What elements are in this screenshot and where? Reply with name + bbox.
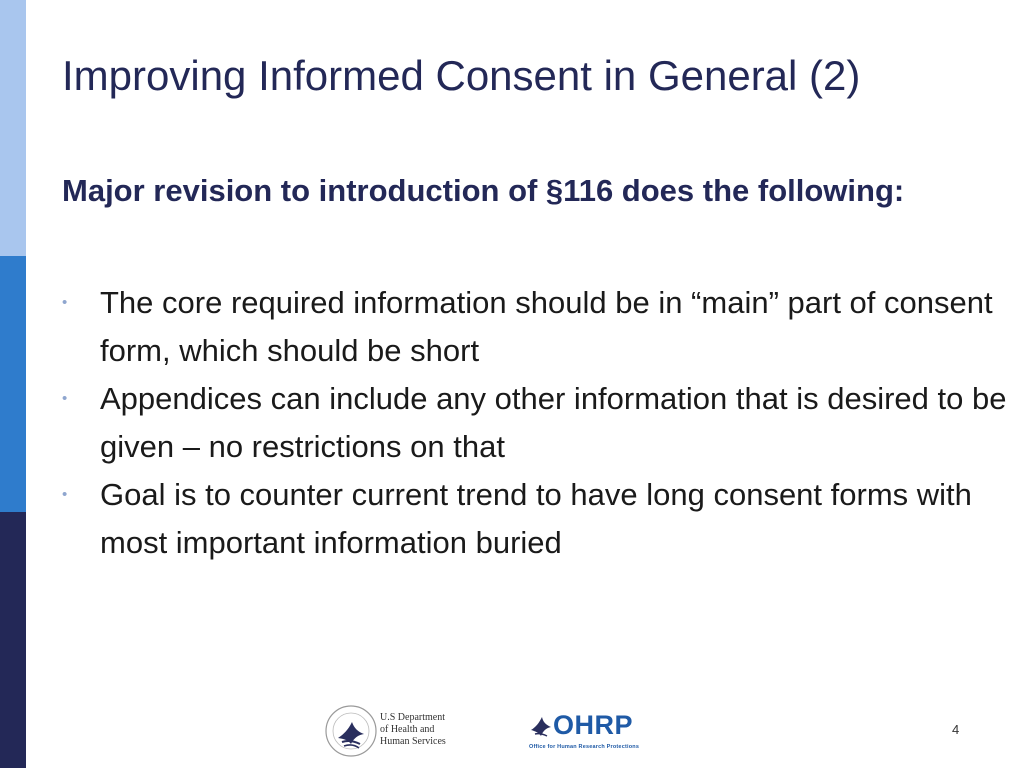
slide-subtitle: Major revision to introduction of §116 does the following:	[62, 173, 905, 208]
bullet-list	[62, 279, 1007, 567]
slide-title: Improving Informed Consent in General (2)	[62, 52, 861, 99]
accent-bar-bottom	[0, 512, 26, 768]
bullet-item	[62, 279, 1007, 375]
bullet-marker: •	[62, 294, 68, 311]
page-number: 4	[952, 722, 960, 737]
bullet-item	[62, 471, 1007, 567]
hhs-line: of Health and	[380, 724, 435, 735]
bullet-item	[62, 375, 1007, 471]
ohrp-subtitle: Office for Human Research Protections	[529, 744, 640, 750]
accent-bar-middle	[0, 256, 26, 512]
ohrp-eagle-icon	[529, 712, 555, 740]
hhs-line: Human Services	[380, 736, 446, 747]
bullet-marker: •	[62, 390, 68, 407]
ohrp-wordmark: OHRP	[553, 710, 634, 740]
hhs-eagle-seal-icon	[324, 704, 378, 758]
hhs-wordmark	[380, 712, 470, 748]
bullet-text: Appendices can include any other information that is desired to be given – no restrictions on that	[100, 381, 1007, 464]
bullet-text: The core required information should be in “main” part of consent form, which should be short	[100, 285, 993, 368]
bullet-marker: •	[62, 486, 68, 503]
hhs-line: U.S Department	[380, 712, 445, 723]
bullet-text: Goal is to counter current trend to have long consent forms with most important information buried	[100, 477, 972, 560]
ohrp-logo	[529, 708, 639, 756]
left-accent-bar	[0, 0, 26, 768]
accent-bar-top	[0, 0, 26, 256]
